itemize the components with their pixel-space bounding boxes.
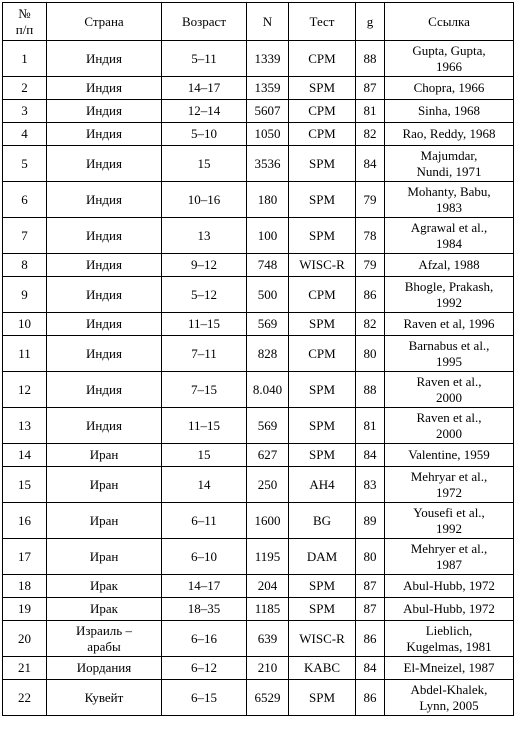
header-test: Тест xyxy=(289,3,356,41)
cell-g: 84 xyxy=(356,657,385,680)
cell-reference: Mohanty, Babu, 1983 xyxy=(385,182,514,218)
cell-country: Индия xyxy=(47,313,162,336)
cell-reference: Abdel-Khalek, Lynn, 2005 xyxy=(385,680,514,716)
header-reference: Ссылка xyxy=(385,3,514,41)
cell-country: Индия xyxy=(47,372,162,408)
cell-test: CPM xyxy=(289,41,356,77)
cell-reference: Mehryer et al., 1987 xyxy=(385,539,514,575)
cell-reference: Chopra, 1966 xyxy=(385,77,514,100)
cell-country: Ирак xyxy=(47,575,162,598)
cell-reference: Bhogle, Prakash, 1992 xyxy=(385,277,514,313)
cell-g: 87 xyxy=(356,77,385,100)
cell-n: 204 xyxy=(247,575,289,598)
cell-n: 569 xyxy=(247,408,289,444)
cell-country: Индия xyxy=(47,408,162,444)
cell-test: SPM xyxy=(289,77,356,100)
cell-test: SPM xyxy=(289,575,356,598)
cell-index: 11 xyxy=(3,336,47,372)
cell-age: 11–15 xyxy=(162,313,247,336)
cell-age: 15 xyxy=(162,444,247,467)
cell-n: 5607 xyxy=(247,100,289,123)
cell-country: Индия xyxy=(47,41,162,77)
cell-reference: Afzal, 1988 xyxy=(385,254,514,277)
cell-n: 1195 xyxy=(247,539,289,575)
table-row xyxy=(3,467,514,503)
cell-reference: Lieblich, Kugelmas, 1981 xyxy=(385,621,514,657)
cell-test: SPM xyxy=(289,408,356,444)
cell-g: 78 xyxy=(356,218,385,254)
cell-country: Индия xyxy=(47,77,162,100)
cell-test: SPM xyxy=(289,313,356,336)
cell-age: 9–12 xyxy=(162,254,247,277)
cell-g: 86 xyxy=(356,621,385,657)
cell-age: 6–15 xyxy=(162,680,247,716)
cell-age: 14–17 xyxy=(162,575,247,598)
cell-index: 3 xyxy=(3,100,47,123)
cell-g: 89 xyxy=(356,503,385,539)
cell-age: 14 xyxy=(162,467,247,503)
cell-country: Иран xyxy=(47,539,162,575)
cell-test: BG xyxy=(289,503,356,539)
cell-age: 15 xyxy=(162,146,247,182)
cell-index: 21 xyxy=(3,657,47,680)
cell-n: 100 xyxy=(247,218,289,254)
cell-age: 13 xyxy=(162,218,247,254)
cell-n: 1600 xyxy=(247,503,289,539)
cell-n: 250 xyxy=(247,467,289,503)
table-row xyxy=(3,254,514,277)
cell-g: 79 xyxy=(356,254,385,277)
cell-index: 19 xyxy=(3,598,47,621)
cell-country: Иран xyxy=(47,444,162,467)
cell-age: 6–11 xyxy=(162,503,247,539)
cell-g: 80 xyxy=(356,539,385,575)
cell-index: 12 xyxy=(3,372,47,408)
table-row xyxy=(3,336,514,372)
table-row xyxy=(3,146,514,182)
cell-reference: Gupta, Gupta, 1966 xyxy=(385,41,514,77)
cell-n: 1359 xyxy=(247,77,289,100)
table-row xyxy=(3,503,514,539)
cell-n: 1339 xyxy=(247,41,289,77)
cell-n: 828 xyxy=(247,336,289,372)
header-n: N xyxy=(247,3,289,41)
cell-g: 82 xyxy=(356,123,385,146)
table-row xyxy=(3,218,514,254)
cell-n: 8.040 xyxy=(247,372,289,408)
cell-index: 16 xyxy=(3,503,47,539)
cell-test: CPM xyxy=(289,336,356,372)
table-row xyxy=(3,657,514,680)
cell-reference: Barnabus et al., 1995 xyxy=(385,336,514,372)
table-row xyxy=(3,621,514,657)
cell-age: 5–12 xyxy=(162,277,247,313)
cell-g: 82 xyxy=(356,313,385,336)
cell-g: 87 xyxy=(356,598,385,621)
cell-index: 14 xyxy=(3,444,47,467)
cell-index: 2 xyxy=(3,77,47,100)
table-row xyxy=(3,123,514,146)
table-row xyxy=(3,680,514,716)
cell-index: 7 xyxy=(3,218,47,254)
cell-reference: Majumdar, Nundi, 1971 xyxy=(385,146,514,182)
cell-index: 15 xyxy=(3,467,47,503)
cell-n: 627 xyxy=(247,444,289,467)
cell-reference: Mehryar et al., 1972 xyxy=(385,467,514,503)
cell-country: Индия xyxy=(47,123,162,146)
cell-country: Индия xyxy=(47,218,162,254)
cell-index: 9 xyxy=(3,277,47,313)
table-row xyxy=(3,313,514,336)
table-row xyxy=(3,41,514,77)
cell-test: AH4 xyxy=(289,467,356,503)
cell-g: 88 xyxy=(356,372,385,408)
cell-n: 3536 xyxy=(247,146,289,182)
cell-test: SPM xyxy=(289,598,356,621)
cell-index: 4 xyxy=(3,123,47,146)
cell-test: CPM xyxy=(289,277,356,313)
cell-index: 17 xyxy=(3,539,47,575)
cell-country: Индия xyxy=(47,254,162,277)
cell-age: 5–11 xyxy=(162,41,247,77)
cell-country: Индия xyxy=(47,100,162,123)
table-row xyxy=(3,598,514,621)
cell-reference: Abul-Hubb, 1972 xyxy=(385,598,514,621)
cell-test: CPM xyxy=(289,123,356,146)
cell-g: 81 xyxy=(356,408,385,444)
cell-reference: Sinha, 1968 xyxy=(385,100,514,123)
cell-test: DAM xyxy=(289,539,356,575)
cell-reference: Raven et al., 2000 xyxy=(385,372,514,408)
cell-n: 180 xyxy=(247,182,289,218)
cell-reference: Valentine, 1959 xyxy=(385,444,514,467)
header-row xyxy=(3,3,514,41)
header-g: g xyxy=(356,3,385,41)
cell-test: SPM xyxy=(289,444,356,467)
cell-age: 10–16 xyxy=(162,182,247,218)
cell-g: 84 xyxy=(356,146,385,182)
cell-g: 80 xyxy=(356,336,385,372)
cell-n: 210 xyxy=(247,657,289,680)
cell-reference: Yousefi et al., 1992 xyxy=(385,503,514,539)
cell-index: 8 xyxy=(3,254,47,277)
cell-n: 1185 xyxy=(247,598,289,621)
cell-test: SPM xyxy=(289,372,356,408)
cell-reference: Raven et al, 1996 xyxy=(385,313,514,336)
cell-test: SPM xyxy=(289,146,356,182)
table-row xyxy=(3,408,514,444)
cell-index: 6 xyxy=(3,182,47,218)
cell-country: Иордания xyxy=(47,657,162,680)
cell-age: 7–11 xyxy=(162,336,247,372)
data-table xyxy=(2,2,514,716)
table-row xyxy=(3,182,514,218)
cell-g: 86 xyxy=(356,277,385,313)
table-body xyxy=(3,41,514,716)
cell-n: 748 xyxy=(247,254,289,277)
table-row xyxy=(3,444,514,467)
cell-index: 1 xyxy=(3,41,47,77)
cell-index: 5 xyxy=(3,146,47,182)
cell-g: 79 xyxy=(356,182,385,218)
cell-n: 639 xyxy=(247,621,289,657)
cell-reference: Abul-Hubb, 1972 xyxy=(385,575,514,598)
cell-test: SPM xyxy=(289,680,356,716)
cell-index: 13 xyxy=(3,408,47,444)
cell-g: 87 xyxy=(356,575,385,598)
cell-age: 7–15 xyxy=(162,372,247,408)
table-row xyxy=(3,575,514,598)
table-row xyxy=(3,372,514,408)
cell-country: Индия xyxy=(47,336,162,372)
cell-index: 18 xyxy=(3,575,47,598)
cell-age: 12–14 xyxy=(162,100,247,123)
header-age: Возраст xyxy=(162,3,247,41)
cell-country: Индия xyxy=(47,277,162,313)
cell-age: 6–10 xyxy=(162,539,247,575)
cell-age: 11–15 xyxy=(162,408,247,444)
cell-g: 86 xyxy=(356,680,385,716)
header-index: № п/п xyxy=(3,3,47,41)
cell-country: Индия xyxy=(47,146,162,182)
cell-g: 84 xyxy=(356,444,385,467)
cell-n: 500 xyxy=(247,277,289,313)
table-row xyxy=(3,100,514,123)
table-row xyxy=(3,77,514,100)
cell-test: WISC-R xyxy=(289,621,356,657)
cell-age: 18–35 xyxy=(162,598,247,621)
cell-country: Ирак xyxy=(47,598,162,621)
cell-age: 6–12 xyxy=(162,657,247,680)
cell-n: 1050 xyxy=(247,123,289,146)
cell-reference: Agrawal et al., 1984 xyxy=(385,218,514,254)
cell-reference: Raven et al., 2000 xyxy=(385,408,514,444)
header-country: Страна xyxy=(47,3,162,41)
cell-g: 88 xyxy=(356,41,385,77)
cell-country: Индия xyxy=(47,182,162,218)
table-row xyxy=(3,539,514,575)
cell-test: WISC-R xyxy=(289,254,356,277)
cell-index: 10 xyxy=(3,313,47,336)
cell-age: 14–17 xyxy=(162,77,247,100)
cell-age: 5–10 xyxy=(162,123,247,146)
cell-age: 6–16 xyxy=(162,621,247,657)
cell-index: 20 xyxy=(3,621,47,657)
cell-g: 83 xyxy=(356,467,385,503)
cell-country: Иран xyxy=(47,503,162,539)
cell-test: KABC xyxy=(289,657,356,680)
cell-n: 569 xyxy=(247,313,289,336)
table-row xyxy=(3,277,514,313)
cell-test: CPM xyxy=(289,100,356,123)
cell-index: 22 xyxy=(3,680,47,716)
cell-g: 81 xyxy=(356,100,385,123)
cell-reference: El-Mneizel, 1987 xyxy=(385,657,514,680)
cell-n: 6529 xyxy=(247,680,289,716)
cell-reference: Rao, Reddy, 1968 xyxy=(385,123,514,146)
cell-country: Иран xyxy=(47,467,162,503)
cell-country: Кувейт xyxy=(47,680,162,716)
cell-country: Израиль – арабы xyxy=(47,621,162,657)
cell-test: SPM xyxy=(289,218,356,254)
cell-test: SPM xyxy=(289,182,356,218)
